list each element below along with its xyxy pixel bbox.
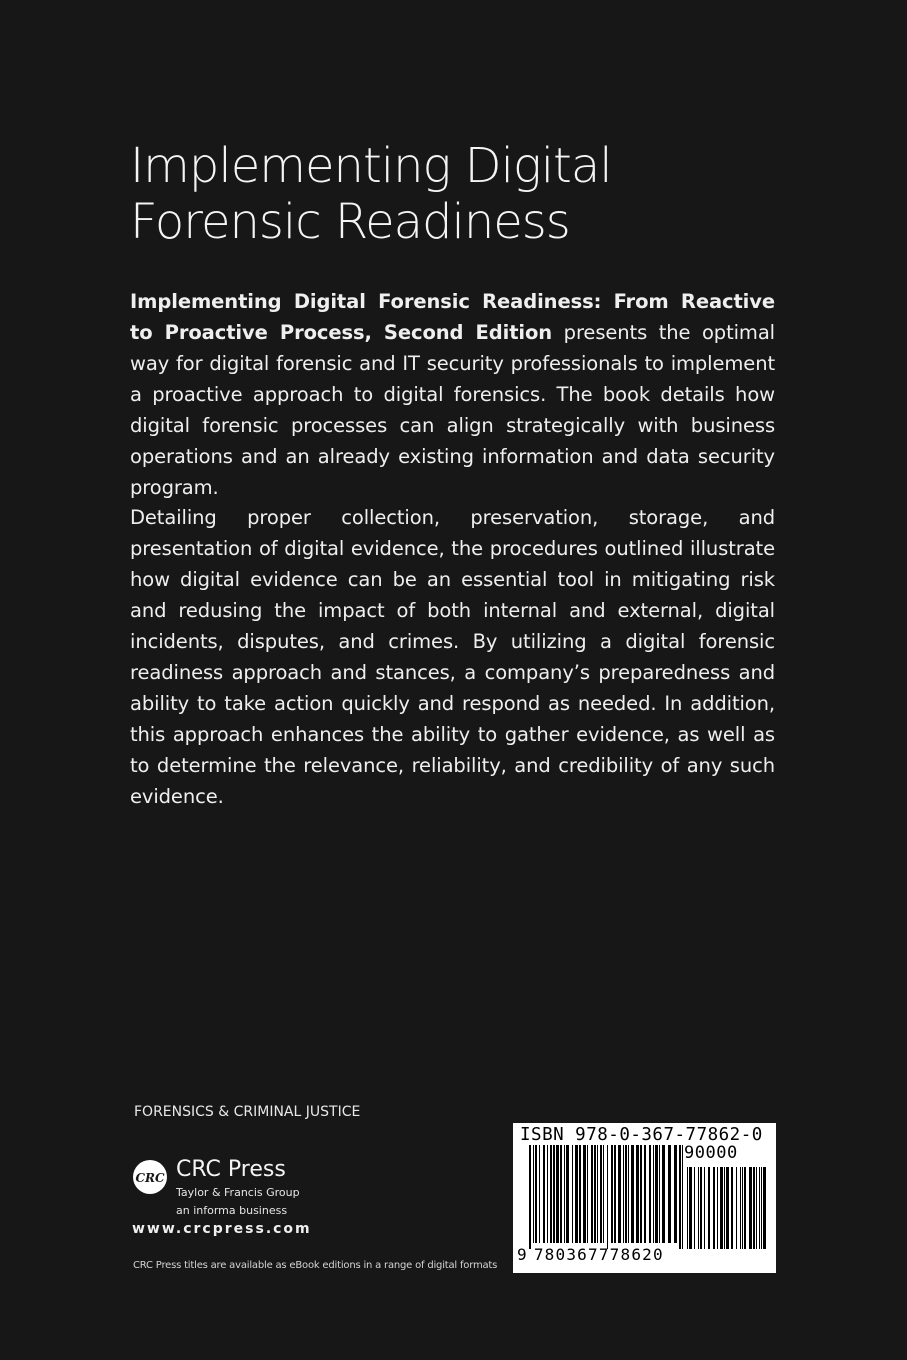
category-label: FORENSICS & CRIMINAL JUSTICE [134,1104,361,1120]
publisher-website: www.crcpress.com [132,1221,312,1237]
blurb-paragraph-1 [130,286,775,503]
barcode-bar [618,1145,621,1243]
crc-logo-icon [132,1159,168,1195]
barcode-number: 780367778620 [533,1245,664,1264]
crc-logo-text: CRC [135,1171,165,1185]
barcode-bar [682,1145,683,1249]
barcode-bar [649,1145,651,1243]
barcode-addon-bar [759,1167,760,1249]
barcode-addon-bar [708,1167,710,1249]
barcode-bar [553,1145,555,1243]
barcode-bar [628,1145,629,1243]
barcode-bar [679,1145,681,1249]
barcode-addon-bar [698,1167,699,1249]
barcode-addon-bar [689,1167,692,1249]
barcode-bar [653,1145,654,1243]
barcode-bar [644,1145,646,1243]
barcode-bar [564,1145,565,1243]
barcode-addon-bar [761,1167,762,1249]
barcode-bar [597,1145,598,1243]
barcode-bar [543,1145,545,1243]
barcode-addon-bar [731,1167,733,1249]
book-title [130,138,790,250]
barcode-bar [560,1145,562,1243]
barcode-bar [662,1145,665,1243]
barcode-bar [640,1145,642,1243]
blurb-paragraph-2: Detailing proper collection, preservation, storage, and presentation of digital evidence, the procedures outlined illustrate how digital evidence can be an essential tool in mitigating risk and redusing the impact of both internal and external, digital incidents, disputes, and crimes. By utilizing a digital forensic readiness approach and stances, a company’s preparedness and ability to take action quickly and respond as needed. In addition, this approach enhances the ability to gather evidence, as well as to determine the relevance, reliability, and credibility of any such evidence. [130,506,775,808]
isbn-barcode [513,1123,776,1273]
barcode-addon-bar [704,1167,705,1249]
publisher-name: CRC Press [176,1157,286,1182]
barcode-addon-bar [687,1167,688,1249]
barcode-addon-bar [740,1167,741,1249]
barcode-bar [668,1145,671,1243]
barcode-addon-bar [713,1167,715,1249]
blurb-bold-title: Implementing Digital Forensic Readiness: From Reactive to Proactive Process, Second Edition [130,290,775,344]
barcode-bar [594,1145,596,1243]
title-line-1: Implementing Digital [130,138,612,194]
barcode-bar [575,1145,578,1243]
barcode-bar [600,1145,602,1243]
barcode-bar [535,1145,537,1243]
barcode-bar [603,1145,604,1243]
barcode-bar [674,1145,677,1243]
barcode-addon-bar [736,1167,737,1249]
barcode-bar [572,1145,573,1243]
barcode-addon-bar [726,1167,729,1249]
barcode-addon-bar [717,1167,718,1249]
barcode-digits [517,1245,664,1264]
publisher-block [132,1155,492,1245]
ebook-note: CRC Press titles are available as eBook editions in a range of digital formats [133,1260,498,1271]
barcode-bar [631,1145,634,1243]
barcode-bar [655,1145,658,1243]
barcode-bar [659,1145,660,1243]
barcode-addon-number: 90000 [684,1143,738,1163]
isbn-label: ISBN 978-0-367-77862-0 [520,1125,763,1145]
barcode-bar [566,1145,569,1243]
barcode-bar [625,1145,627,1243]
barcode-bar [529,1145,531,1249]
barcode-bar [614,1145,616,1243]
publisher-informa: an informa business [176,1204,288,1217]
barcode-addon-bar [694,1167,695,1249]
barcode-bar [539,1145,540,1243]
barcode-bar [636,1145,639,1243]
barcode-addon-bar [720,1167,723,1249]
barcode-addon-bar [756,1167,757,1249]
barcode-addon-bar [744,1167,746,1249]
barcode-addon-bar [749,1167,752,1249]
title-line-2: Forensic Readiness [130,194,570,250]
publisher-group: Taylor & Francis Group [176,1186,300,1199]
barcode-bar [579,1145,581,1243]
barcode-bar [556,1145,559,1243]
barcode-addon-bar [700,1167,702,1249]
barcode-lead-digit: 9 [517,1245,528,1264]
barcode-addon-bar [753,1167,755,1249]
barcode-addon-bar [724,1167,725,1249]
barcode-bar [587,1145,588,1243]
barcode-addon-bar [742,1167,743,1249]
barcode-bar [547,1145,548,1243]
barcode-bar [583,1145,586,1243]
barcode-bar [611,1145,613,1243]
barcode-bar [533,1145,534,1243]
barcode-bar [591,1145,593,1243]
barcode-bar [550,1145,552,1243]
blurb-paragraph-1-text: presents the optimal way for digital forensic and IT security professionals to implement a proactive approach to digital forensics. The book details how digital forensic processes can align strategically with business operations and an already existing information and data security program. [130,321,775,499]
barcode-addon-bar [763,1167,766,1249]
barcode-bar [607,1145,608,1249]
barcode-bar [623,1145,624,1243]
